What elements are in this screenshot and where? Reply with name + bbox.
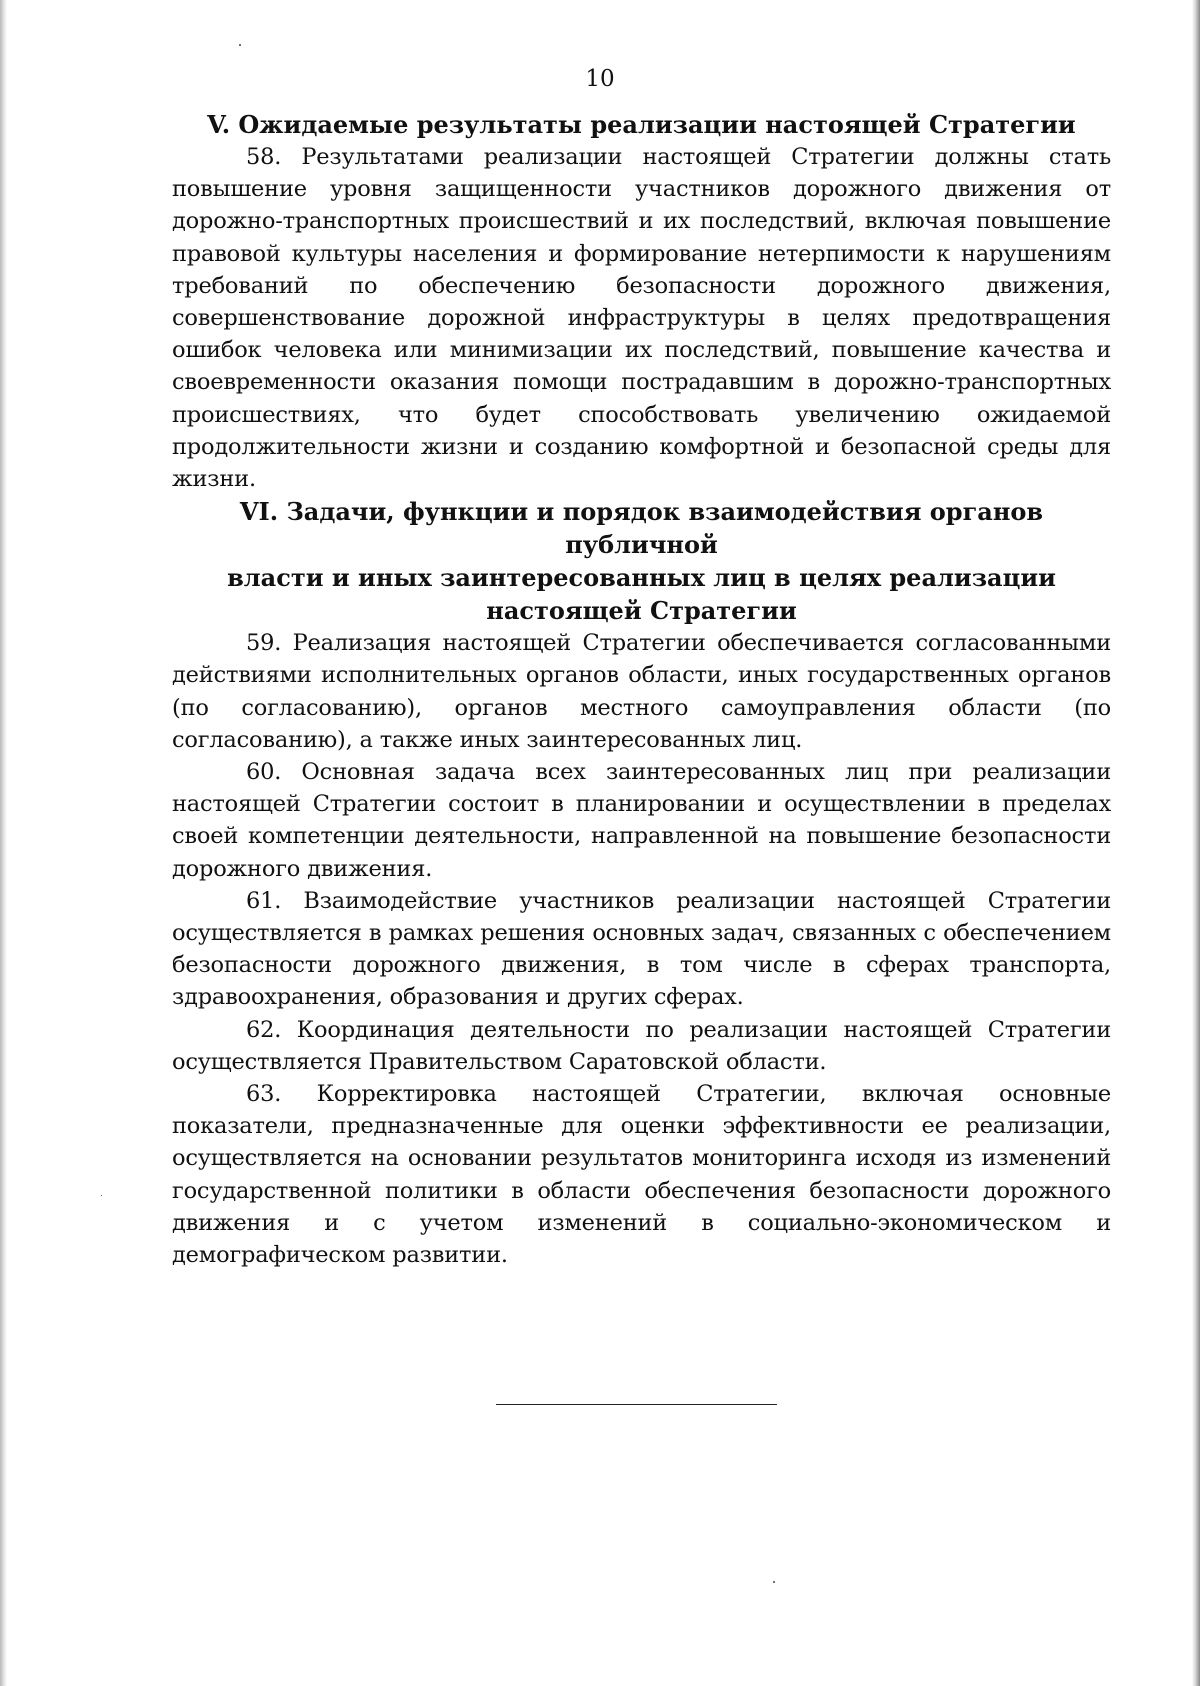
paragraph-61: 61. Взаимодействие участников реализации настоящей Стратегии осуществляется в рамках решения основных задач, связанных с обеспечением безопасности дорожного движения, в том числе в сферах транспорта, здравоохранения, образования и других сферах. xyxy=(172,887,1111,1011)
document-body xyxy=(172,108,1111,1271)
scan-edge-right xyxy=(1192,0,1200,1686)
paragraph-58: 58. Результатами реализации настоящей Стратегии должны стать повышение уровня защищенности участников дорожного движения от дорожно-транспортных происшествий и их последствий, включая повышение правовой культуры населения и формирование нетерпимости к нарушениям требований по обеспечению безопасности дорожного движения, совершенствование дорожной инфраструктуры в целях предотвращения ошибок человека или минимизации их последствий, повышение качества и своевременности оказания помощи пострадавшим в дорожно-транспортных происшествиях, что будет способствовать увеличению ожидаемой продолжительности жизни и созданию комфортной и безопасной среды для жизни. xyxy=(172,144,1111,493)
section-heading-vi-line-3: настоящей Стратегии xyxy=(486,596,797,626)
page-number: 10 xyxy=(585,66,615,92)
paragraph-63: 63. Корректировка настоящей Стратегии, включая основные показатели, предназначенные для оценки эффективности ее реализации, осуществляется на основании результатов мониторинга исходя из изменений государственной политики в области обеспечения безопасности дорожного движения и с учетом изменений в социально-экономическом и демографическом развитии. xyxy=(172,1081,1111,1269)
paragraph-60: 60. Основная задача всех заинтересованных лиц при реализации настоящей Стратегии состоит в планировании и осуществлении в пределах своей компетенции деятельности, направленной на повышение безопасности дорожного движения. xyxy=(172,759,1111,882)
scan-speck xyxy=(773,1581,775,1583)
paragraph-62: 62. Координация деятельности по реализации настоящей Стратегии осуществляется Правительством Саратовской области. xyxy=(172,1016,1111,1075)
scan-edge-left xyxy=(0,0,7,1686)
scan-speck xyxy=(101,1195,102,1196)
paragraph-59: 59. Реализация настоящей Стратегии обеспечивается согласованными действиями исполнительных органов области, иных государственных органов (по согласованию), органов местного самоуправления области (по согласованию), а также иных заинтересованных лиц. xyxy=(172,630,1111,753)
end-of-document-rule xyxy=(496,1404,777,1405)
section-heading-vi-line-1: VI. Задачи, функции и порядок взаимодействия органов публичной xyxy=(239,497,1044,560)
section-heading-vi-line-2: власти и иных заинтересованных лиц в целях реализации xyxy=(227,563,1056,593)
section-heading-vi xyxy=(172,495,1111,627)
scan-speck xyxy=(239,44,241,46)
section-heading-v: V. Ожидаемые результаты реализации настоящей Стратегии xyxy=(207,110,1076,139)
